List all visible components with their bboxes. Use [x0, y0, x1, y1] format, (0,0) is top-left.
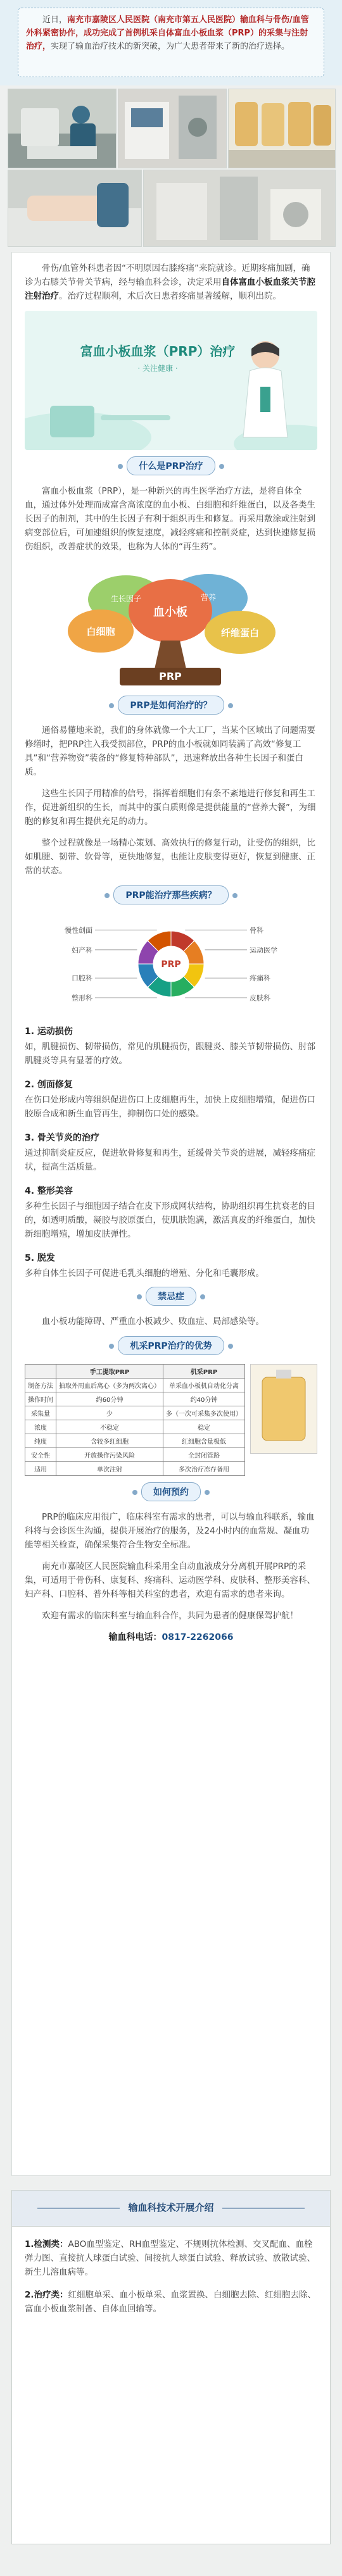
pie-label: 运动医学	[250, 946, 277, 954]
intro-block	[0, 0, 342, 85]
table-cell: 稳定	[163, 1420, 245, 1434]
table-cell: 采集量	[25, 1406, 56, 1420]
photo-centrifuge	[143, 170, 336, 247]
disease-item	[25, 1025, 317, 1068]
pie-label: 口腔科	[72, 974, 92, 983]
section-booking	[25, 1482, 317, 1501]
section-what-prp	[25, 456, 317, 475]
pie-center-label: PRP	[161, 960, 181, 970]
disease-item	[25, 1131, 317, 1174]
table-cell: 制备方法	[25, 1379, 56, 1392]
table-cell: 含较多红细胞	[56, 1434, 163, 1448]
section-why-prp-label: PRP是如何治疗的？	[118, 696, 224, 715]
booking-p1: PRP的临床应用很广，临床科室有需求的患者，可以与输血科联系，输血科将与会诊医生沟通，提供开展治疗的服务，及24小时内的血常规、凝血功能等相关检查，确保采集符合生物安全标准。	[25, 1512, 315, 1550]
story-paragraph	[25, 261, 317, 303]
dot-icon	[228, 1344, 233, 1349]
services-list	[25, 2237, 317, 2320]
service-label: 2.治疗类：	[25, 2290, 68, 2300]
table-cell: 全封闭管路	[163, 1448, 245, 1462]
diagram-fibrin: 纤维蛋白	[220, 627, 259, 639]
phone-label: 输血科电话：	[108, 1632, 162, 1642]
table-cell: 抽取外周血后离心（多为两次离心）	[56, 1379, 163, 1392]
disease-list	[25, 1025, 317, 1280]
table-cell: 不稳定	[56, 1420, 163, 1434]
table-cell: 多次治疗冻存备用	[163, 1462, 245, 1476]
table-cell: 单次注射	[56, 1462, 163, 1476]
disease-title: 2. 创面修复	[25, 1080, 73, 1090]
dot-icon	[104, 893, 110, 898]
banner-illustration	[25, 311, 317, 450]
pie-label: 慢性创面	[65, 926, 92, 935]
tree-illustration	[25, 561, 317, 688]
banner-title: 富血小板血浆（PRP）治疗	[80, 344, 236, 359]
photo-injection	[8, 170, 142, 247]
divider	[222, 2208, 305, 2209]
table-cell: 单采血小板机自动化分离	[163, 1379, 245, 1392]
section-advantage-label: 机采PRP治疗的优势	[118, 1336, 224, 1355]
table-cell: 多（一次可采集多次使用）	[163, 1406, 245, 1420]
disease-title: 4. 整形美容	[25, 1186, 73, 1196]
disease-title: 1. 运动损伤	[25, 1027, 73, 1037]
pie-label: 皮肤科	[250, 994, 270, 1003]
section-what-prp-label: 什么是PRP治疗	[127, 456, 215, 475]
pie-label: 疼痛科	[250, 974, 270, 983]
diagram-leukocyte: 白细胞	[86, 626, 115, 637]
section-why-prp	[25, 696, 317, 715]
story-part3: 。治疗过程顺利，术后次日患者疼痛显著缓解，顺利出院。	[59, 291, 281, 301]
section-contra	[25, 1287, 317, 1306]
diagram-growth-factor: 生长因子	[110, 594, 141, 603]
section-advantage	[25, 1336, 317, 1355]
photo-equipment	[118, 89, 227, 168]
disease-body: 如，肌腱损伤、韧带损伤，常见的肌腱损伤，跟腱炎、膝关节韧带损伤、肘部肌腱炎等具有显著的疗效。	[25, 1042, 315, 1066]
intro-part1: 近日，	[42, 15, 68, 25]
section-booking-label: 如何预约	[141, 1482, 201, 1501]
table-cell: 约60分钟	[56, 1392, 163, 1406]
table-header	[25, 1365, 56, 1379]
disease-title: 3. 骨关节炎的治疗	[25, 1133, 99, 1143]
intro-text	[26, 13, 316, 53]
table-cell: 操作时间	[25, 1392, 56, 1406]
prp-tree-diagram	[25, 561, 317, 688]
why-prp-p1: 通俗易懂地来说，我们的身体就像一个大工厂，当某个区域出了问题需要修缮时，把PRP注入我受损部位，PRP的血小板就如同装满了高效“修复工具”和“营养物资”装备的“修复特种部队”，迅速释放出各种生长因子和蛋白质。	[25, 725, 315, 777]
disease-title: 5. 脱发	[25, 1253, 55, 1263]
diagram-prp-base: PRP	[159, 670, 182, 682]
services-box	[11, 2190, 331, 2544]
advantage-block	[25, 1364, 317, 1476]
disease-body: 在伤口处形成内等组织促进伤口上皮细胞再生，加快上皮细胞增殖，促进伤口胶原合成和新生血管再生，抑制伤口处的感染。	[25, 1095, 315, 1119]
dot-icon	[132, 1490, 137, 1495]
dot-icon	[137, 1294, 142, 1299]
intro-highlight: 南充市嘉陵区人民医院（南充市第五人民医院）输血科与骨伤/血管外科紧密协作，成功完成了首例机采自体富血小板血浆（PRP）的采集与注射治疗，	[26, 15, 309, 51]
table-row	[25, 1379, 245, 1392]
table-cell: 开放操作污染风险	[56, 1448, 163, 1462]
phone-number[interactable]: 0817-2262066	[162, 1632, 234, 1642]
table-cell: 少	[56, 1406, 163, 1420]
pie-label: 妇产科	[72, 946, 92, 954]
table-row	[25, 1434, 245, 1448]
service-text: ABO血型鉴定、RH血型鉴定、不规则抗体检测、交叉配血、血栓弹力图、直接抗人球蛋白试验、间接抗人球蛋白试验、释放试验、放散试验、新生儿溶血病等。	[25, 2239, 315, 2277]
prp-banner	[25, 311, 317, 450]
photo-procedure	[8, 89, 117, 168]
pie-label: 整形科	[72, 994, 92, 1003]
prp-application-pie	[25, 913, 317, 1015]
table-header: 手工提取PRP	[56, 1365, 163, 1379]
table-row	[25, 1406, 245, 1420]
pie-svg	[25, 913, 317, 1015]
services-header	[12, 2191, 330, 2227]
service-item	[25, 2288, 317, 2316]
contra-text: 血小板功能障碍、严重血小板减少、败血症、局部感染等。	[42, 1316, 264, 1327]
story-highlight: 自体富血小板血浆关节腔注射治疗	[25, 277, 315, 301]
prp-bag-photo	[250, 1364, 317, 1454]
dot-icon	[109, 1344, 114, 1349]
booking-p3: 欢迎有需求的临床科室与输血科合作，共同为患者的健康保驾护航！	[42, 1611, 298, 1621]
disease-item	[25, 1251, 317, 1280]
services-title: 输血科技术开展介绍	[128, 2202, 214, 2213]
article-card	[11, 252, 331, 2176]
dot-icon	[200, 1294, 205, 1299]
disease-body: 通过抑制炎症反应，促进软骨修复和再生，延缓骨关节炎的进展，减轻疼痛症状，提高生活质量。	[25, 1148, 315, 1172]
table-cell: 适用	[25, 1462, 56, 1476]
what-prp-text: 富血小板血浆（PRP），是一种新兴的再生医学治疗方法，是将自体全血，通过体外处理而成富含高浓度的血小板、白细胞和纤维蛋白，以及各类生长因子的制剂，其中的生长因子有利于组织再生和修复。再采用敷涂或注射到病变部位后，可加速组织的恢复速度，减轻疼痛和控制炎症，达到快速修复损伤组织，改善症状的效果，也称为人体的“再生药”。	[25, 486, 315, 552]
disease-body: 多种自体生长因子可促进毛乳头细胞的增殖、分化和毛囊形成。	[25, 1268, 264, 1279]
section-diseases-label: PRP能治疗那些疾病？	[113, 885, 228, 904]
disease-item	[25, 1184, 317, 1241]
why-prp-p3: 整个过程就像是一场精心策划、高效执行的修复行动，让受伤的组织，比如肌腱、韧带、软骨等，更快地修复，也能让皮肤变得更好，恢复到健康、正常的状态。	[25, 838, 315, 876]
dot-icon	[232, 893, 238, 898]
service-item	[25, 2237, 317, 2279]
service-text: 红细胞单采、血小板单采、血浆置换、白细胞去除、红细胞去除、富血小板血浆制备、自体血回输等。	[25, 2290, 317, 2314]
table-cell: 红细胞含量极低	[163, 1434, 245, 1448]
disease-body: 多种生长因子与细胞因子结合在皮下形成网状结构，协助组织再生抗衰老的目的，如透明质酸，凝胶与胶原蛋白，使肌肤饱满，激活真皮的纤维蛋白，加快新细胞增殖，增加皮肤弹性。	[25, 1201, 315, 1239]
banner-subtitle: · 关注健康 ·	[137, 364, 178, 373]
table-cell: 约40分钟	[163, 1392, 245, 1406]
service-label: 1.检测类：	[25, 2239, 68, 2249]
table-cell: 浓度	[25, 1420, 56, 1434]
dot-icon	[205, 1490, 210, 1495]
section-diseases	[25, 885, 317, 904]
booking-p2: 南充市嘉陵区人民医院输血科采用全自动血液成分分离机开展PRP的采集，可适用于骨伤科、康复科、疼痛科、运动医学科、皮肤科、整形美容科、妇产科、口腔科、普外科等相关科室的患者，欢迎有需求的患者来询。	[25, 1561, 315, 1599]
table-cell: 纯度	[25, 1434, 56, 1448]
story-part1: 骨伤/血管外科患者因“不明原因右膝疼痛”来院就诊。近期疼痛加剧，确诊为右膝关节骨关节病，经与输血科会诊，决定采用	[25, 263, 310, 287]
table-header: 机采PRP	[163, 1365, 245, 1379]
table-row	[25, 1448, 245, 1462]
diagram-nutrition: 营养	[200, 593, 216, 602]
table-row	[25, 1462, 245, 1476]
section-contra-label: 禁忌症	[146, 1287, 196, 1306]
table-row	[25, 1392, 245, 1406]
intro-part3: 实现了输血治疗技术的新突破，为广大患者带来了新的治疗选择。	[51, 42, 290, 51]
table-row	[25, 1420, 245, 1434]
pie-label: 骨科	[250, 926, 263, 935]
table-header-row	[25, 1365, 245, 1379]
comparison-table	[25, 1364, 245, 1476]
dot-icon	[219, 464, 224, 469]
table-cell: 安全性	[25, 1448, 56, 1462]
why-prp-p2: 这些生长因子用精准的信号，指挥着细胞们有条不紊地进行修复和再生工作，促进新组织的生长，而其中的蛋白质则像是提供能量的“营养大餐”，为细胞的修复和再生提供充足的动力。	[25, 789, 316, 827]
dot-icon	[118, 464, 123, 469]
photo-prp-bags	[228, 89, 336, 168]
disease-item	[25, 1078, 317, 1121]
dot-icon	[109, 703, 114, 708]
diagram-platelet: 血小板	[153, 606, 187, 619]
phone-line	[25, 1630, 317, 1643]
dot-icon	[228, 703, 233, 708]
